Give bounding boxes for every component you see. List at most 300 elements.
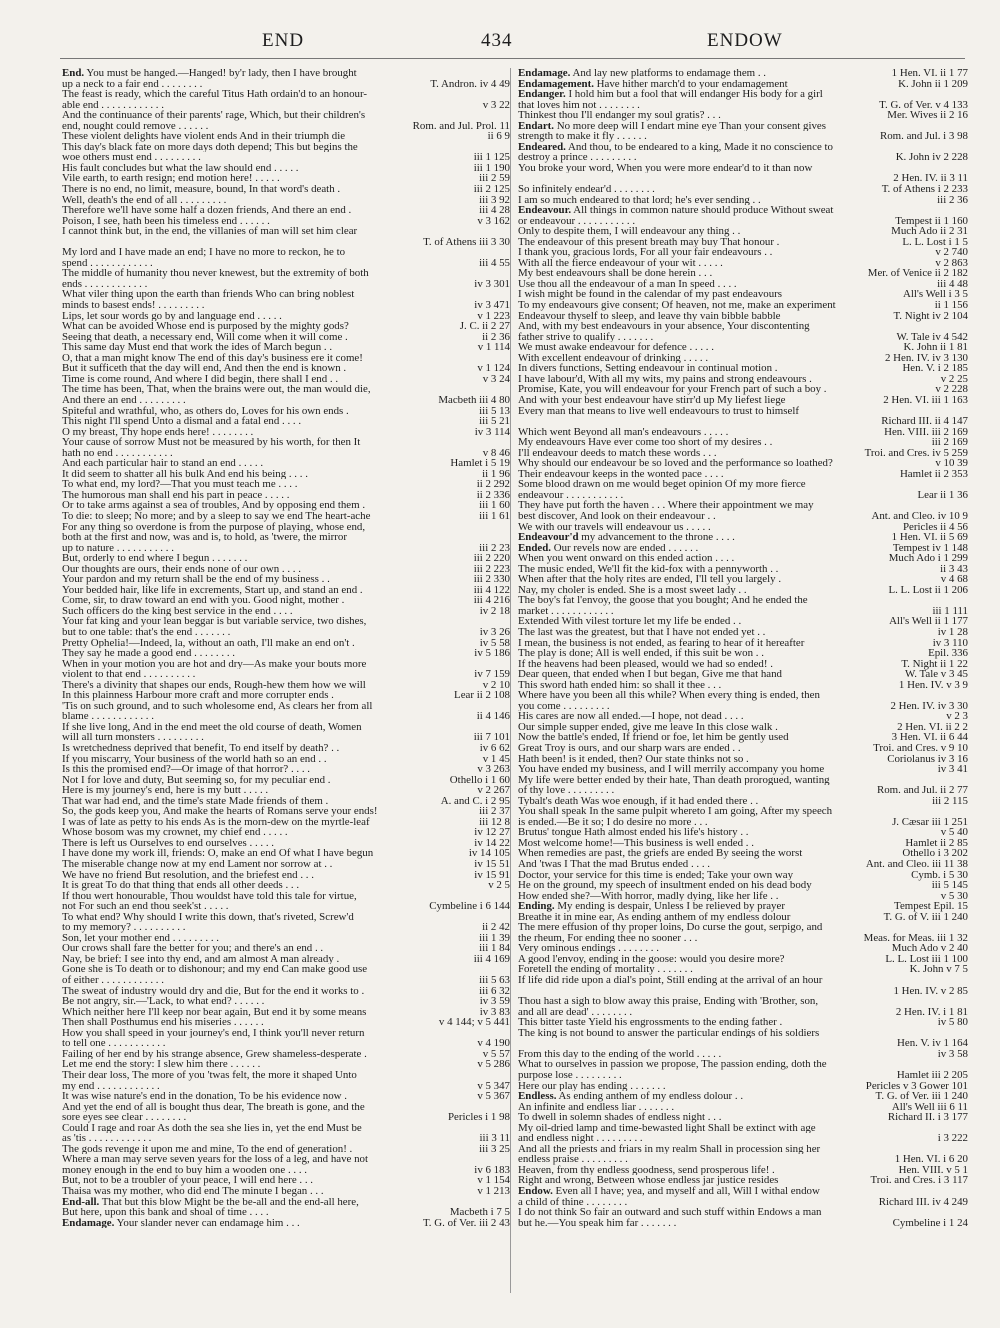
- reference: iii 1 61: [479, 509, 510, 522]
- quotation-line: [518, 1091, 968, 1102]
- quotation-text: Endart. No more deep will I endart mine eye Than your consent gives: [518, 120, 826, 132]
- quotation-text: Some blood drawn on me would beget opinion Of my more fierce: [518, 479, 806, 490]
- quotation-line: [518, 564, 968, 575]
- reference: v 5 347: [477, 1079, 510, 1092]
- quotation-text: I have labour'd, With all my wits, my pains and strong endeavours .: [518, 373, 812, 385]
- quotation-line: [518, 764, 968, 775]
- quotation-text: The sweat of industry would dry and die, But for the end it works to .: [62, 985, 365, 997]
- quotation-line: [62, 743, 510, 754]
- quotation-line: [62, 901, 510, 912]
- reference: T. G. of V. iii 1 240: [883, 910, 968, 923]
- quotation-line: [62, 406, 510, 417]
- headword: Endow.: [518, 1185, 553, 1197]
- quotation-text: a child of thine . . . . . . . .: [518, 1196, 628, 1208]
- quotation-text: I do not think So fair an outward and such stuff within Endows a man: [518, 1207, 822, 1218]
- quotation-line: [62, 659, 510, 670]
- quotation-line: [518, 490, 968, 501]
- quotation-text: hath no end . . . . . . . . . . .: [62, 447, 173, 459]
- reference: iii 5 145: [931, 879, 968, 892]
- quotation-text: money enough in the end to buy him a wooden one . . . .: [62, 1164, 307, 1176]
- quotation-text: There is no end, no limit, measure, bound, In that word's death .: [62, 184, 341, 195]
- quotation-text: Not I for love and duty, But seeming so, for my peculiar end .: [62, 774, 331, 786]
- quotation-text: I'll endeavour deeds to match these words . . .: [518, 447, 717, 459]
- quotation-line: [518, 627, 968, 638]
- reference: v 2 267: [477, 784, 510, 797]
- reference: v 5 57: [482, 1047, 510, 1060]
- quotation-line: [62, 1070, 510, 1081]
- quotation-line: [518, 1133, 968, 1144]
- quotation-text: O my breast, Thy hope ends here! . . . . . . . .: [62, 426, 254, 438]
- reference: L. L. Lost ii 1 206: [888, 583, 968, 596]
- quotation-text: Which neither here I'll keep nor bear again, But end it by some means: [62, 1006, 367, 1018]
- page-number: 434: [481, 30, 513, 51]
- quotation-text: to my memory? . . . . . . . . . .: [62, 922, 186, 933]
- quotation-text: It did seem to shatter all his bulk And end his being . . . .: [62, 468, 308, 480]
- quotation-text: And each particular hair to stand an end . . . . .: [62, 458, 264, 469]
- quotation-line: [518, 1007, 968, 1018]
- quotation-line: [518, 416, 968, 427]
- quotation-text: you come . . . . . . . . .: [518, 700, 610, 712]
- quotation-line: [518, 754, 968, 765]
- quotation-text: The boy's fat l'envoy, the goose that you bought; And he ended the: [518, 595, 808, 606]
- quotation-text: With excellent endeavour of drinking . . . . .: [518, 352, 709, 364]
- reference: v 2 25: [940, 372, 968, 385]
- quotation-text: violent to that end . . . . . . . . . .: [62, 669, 196, 680]
- quotation-line: [62, 933, 510, 944]
- quotation-text: Thaisa was my mother, who did end The minute I began . . .: [62, 1185, 324, 1197]
- reference: v 5 30: [940, 889, 968, 902]
- quotation-text: This same day Must end that work the ides of March begun . .: [62, 342, 333, 353]
- reference: Rom. and Jul. ii 2 77: [876, 784, 968, 797]
- reference: L. L. Lost i 1 5: [902, 235, 968, 248]
- left-column: [62, 68, 510, 1228]
- reference: T. Andron. iv 4 49: [430, 77, 510, 90]
- quotation-text: When you went onward on this ended action . . . .: [518, 553, 735, 564]
- quotation-text: sore eyes see clear . . . . . . . .: [62, 1112, 187, 1123]
- reference: T. of Athens i 2 233: [881, 183, 968, 196]
- quotation-line: [518, 975, 968, 986]
- quotation-text: Dear queen, that ended when I but began, Give me that hand: [518, 669, 783, 680]
- quotation-line: [62, 806, 510, 817]
- reference: iii 2 115: [932, 794, 968, 807]
- reference: iii 2 36: [937, 193, 968, 206]
- reference: 1 Hen. IV. v 3 9: [898, 678, 968, 691]
- quotation-line: [518, 195, 968, 206]
- quotation-text: Endow. Even all I have; yea, and myself and all, Will I withal endow: [518, 1185, 820, 1197]
- quotation-line: [62, 754, 510, 765]
- quotation-line: [62, 173, 510, 184]
- quotation-text: I thank you, gracious lords, For all your fair endeavours . .: [518, 247, 773, 258]
- reference: iv 3 114: [474, 425, 510, 438]
- reference: i 3 222: [937, 1132, 968, 1145]
- reference: Rom. and Jul. i 3 98: [879, 130, 968, 143]
- reference: Hamlet i 5 19: [450, 457, 510, 470]
- quotation-line: [518, 226, 968, 237]
- quotation-text: And yet the end of all is bought thus dear, The breath is gone, and the: [62, 1101, 365, 1113]
- reference: iii 6 32: [479, 984, 510, 997]
- quotation-text: My lord and I have made an end; I have no more to reckon, he to: [62, 247, 346, 258]
- quotation-text: Heaven, from thy endless goodness, send prosperous life! .: [518, 1164, 775, 1176]
- quotation-text: and endless night . . . . . . . . .: [518, 1133, 643, 1144]
- quotation-line: [62, 79, 510, 90]
- quotation-line: [62, 427, 510, 438]
- quotation-line: [518, 131, 968, 142]
- reference: ii 2 42: [482, 921, 510, 934]
- quotation-text: So infinitely endear'd . . . . . . . .: [518, 184, 655, 195]
- quotation-line: [518, 448, 968, 459]
- quotation-line: [62, 870, 510, 881]
- quotation-text: Endamage. Your slander never can endamage him . . .: [62, 1217, 300, 1229]
- reference: W. Tale iv 4 542: [896, 330, 968, 343]
- column-divider: [510, 68, 511, 1293]
- quotation-text: Right and wrong, Between whose endless jar justice resides: [518, 1175, 779, 1186]
- reference: Cymbeline i 6 144: [429, 900, 510, 913]
- quotation-line: [518, 374, 968, 385]
- reference: v 2 228: [935, 383, 968, 396]
- reference: iii 2 223: [473, 562, 510, 575]
- quotation-text: What can be avoided Whose end is purposed by the mighty gods?: [62, 321, 349, 332]
- reference: iii 4 216: [473, 594, 510, 607]
- reference: Lear ii 1 36: [917, 488, 968, 501]
- reference: iv 3 26: [479, 625, 510, 638]
- quotation-text: With all the fierce endeavour of your wit . . . . .: [518, 257, 723, 269]
- quotation-line: [62, 711, 510, 722]
- quotation-text: My endeavours Have ever come too short of my desires . .: [518, 437, 773, 448]
- quotation-line: [518, 817, 968, 828]
- quotation-line: [518, 300, 968, 311]
- quotation-text: End. You must be hanged.—Hanged! by'r lady, then I have brought: [62, 68, 357, 79]
- quotation-text: An infinite and endless liar . . . . . . .: [518, 1101, 675, 1113]
- reference: T. of Athens iii 3 30: [423, 235, 510, 248]
- quotation-line: [518, 247, 968, 258]
- quotation-line: [518, 395, 968, 406]
- quotation-line: [62, 237, 510, 248]
- quotation-text: Your bedded hair, like life in excrements, Start up, and stand an end .: [62, 584, 363, 596]
- reference: iv 12 27: [474, 826, 510, 839]
- reference: iii 4 28: [479, 204, 510, 217]
- quotation-text: If thou wert honourable, Thou wouldst have told this tale for virtue,: [62, 890, 357, 902]
- quotation-line: [62, 469, 510, 480]
- reference: iii 3 11: [479, 1132, 510, 1145]
- headword: Endamagement.: [518, 78, 594, 90]
- quotation-line: [518, 859, 968, 870]
- quotation-line: [62, 553, 510, 564]
- quotation-text: For any thing so overdone is from the purpose of playing, whose end,: [62, 521, 366, 533]
- reference: v 1 114: [477, 341, 510, 354]
- quotation-line: [62, 722, 510, 733]
- quotation-line: [62, 500, 510, 511]
- quotation-line: [62, 996, 510, 1007]
- reference: iv 14 22: [474, 836, 510, 849]
- quotation-text: Ended. Our revels now are ended . . . . . .: [518, 542, 699, 554]
- reference: ii 2 292: [476, 478, 510, 491]
- reference: Ant. and Cleo. iii 11 38: [865, 858, 968, 871]
- quotation-line: [62, 1028, 510, 1039]
- quotation-text: Why should our endeavour be so loved and the performance so loathed?: [518, 458, 833, 469]
- quotation-text: strength to make it fly . . . . . .: [518, 131, 647, 142]
- quotation-line: [62, 479, 510, 490]
- reference: iii 2 125: [473, 183, 510, 196]
- reference: Othello i 3 202: [902, 847, 968, 860]
- reference: v 10 39: [935, 457, 968, 470]
- quotation-text: Now the battle's ended, If friend or foe, let him be gently used: [518, 732, 789, 743]
- quotation-line: [62, 395, 510, 406]
- quotation-text: Lips, let sour words go by and language end . . . . .: [62, 310, 282, 322]
- quotation-line: [518, 184, 968, 195]
- quotation-text: But it sufficeth that the day will end, And then the end is known .: [62, 363, 347, 374]
- reference: Meas. for Meas. iii 1 32: [863, 931, 968, 944]
- reference: 3 Hen. VI. ii 6 44: [891, 731, 968, 744]
- quotation-text: market . . . . . . . . . . . .: [518, 605, 614, 617]
- header-right-word: ENDOW: [707, 30, 783, 51]
- quotation-line: [62, 68, 510, 79]
- quotation-text: Spiteful and wrathful, who, as others do, Loves for his own ends .: [62, 405, 349, 417]
- quotation-text: will all turn monsters . . . . . . . . .: [62, 732, 204, 743]
- quotation-line: [62, 353, 510, 364]
- reference: iii 2 220: [473, 552, 510, 565]
- quotation-text: Nay, my choler is ended. She is a most sweet lady . .: [518, 584, 747, 596]
- quotation-line: [62, 574, 510, 585]
- quotation-text: of thy love . . . . . . . . .: [518, 785, 615, 796]
- reference: K. John ii 1 209: [898, 77, 968, 90]
- quotation-line: [62, 838, 510, 849]
- reference: v 2 3: [946, 710, 968, 723]
- header-left-word: END: [262, 30, 305, 51]
- quotation-line: [62, 1049, 510, 1060]
- quotation-text: He on the ground, my speech of insultment ended on his dead body: [518, 880, 812, 891]
- quotation-text: up a neck to a fair end . . . . . . . .: [62, 78, 203, 90]
- quotation-line: [62, 437, 510, 448]
- reference: Hen. VIII. v 5 1: [898, 1163, 968, 1176]
- quotation-line: [62, 195, 510, 206]
- quotation-line: [518, 827, 968, 838]
- reference: Tempest ii 1 160: [895, 214, 968, 227]
- quotation-line: [518, 311, 968, 322]
- quotation-line: [62, 152, 510, 163]
- reference: v 3 162: [477, 214, 510, 227]
- reference: iii 2 23: [479, 541, 510, 554]
- quotation-line: [518, 363, 968, 374]
- quotation-line: [518, 880, 968, 891]
- reference: 1 Hen. VI. i 6 20: [894, 1153, 968, 1166]
- reference: v 2 863: [935, 256, 968, 269]
- quotation-line: [62, 880, 510, 891]
- quotation-text: The last was the greatest, but that I have not ended yet . .: [518, 626, 766, 638]
- quotation-text: to tell one . . . . . . . . . . .: [62, 1038, 166, 1049]
- quotation-text: Pretty Ophelia!—Indeed, la, without an oath, I'll make an end on't .: [62, 637, 355, 649]
- reference: iv 2 18: [479, 604, 510, 617]
- quotation-text: If she live long, And in the end meet the old course of death, Women: [62, 721, 362, 733]
- reference: iii 2 330: [473, 573, 510, 586]
- quotation-line: [62, 142, 510, 153]
- quotation-text: Foretell the ending of mortality . . . . . . .: [518, 964, 693, 976]
- reference: iii 5 13: [479, 404, 510, 417]
- quotation-text: We have no friend But resolution, and the briefest end . . .: [62, 869, 314, 881]
- quotation-line: [62, 543, 510, 554]
- reference: v 5 367: [477, 1090, 510, 1103]
- quotation-text: The endeavour of this present breath may buy That honour .: [518, 236, 780, 248]
- quotation-line: [518, 1123, 968, 1134]
- quotation-text: I was of late as petty to his ends As is the morn-dew on the myrtle-leaf: [62, 816, 370, 828]
- quotation-text: Promise, Kate, you will endeavour for your French part of such a boy .: [518, 384, 827, 395]
- reference: iv 5 186: [474, 647, 510, 660]
- reference: K. John v 7 5: [909, 963, 968, 976]
- quotation-line: [518, 79, 968, 90]
- reference: iii 1 60: [479, 499, 510, 512]
- quotation-text: but to one table: that's the end . . . . . . .: [62, 626, 231, 638]
- quotation-text: Thinkest thou I'll endanger my soul gratis? . . .: [518, 110, 721, 121]
- reference: iii 2 169: [931, 436, 968, 449]
- quotation-text: How you shall speed in your journey's end, I think you'll never return: [62, 1027, 365, 1039]
- reference: Rom. and Jul. Prol. 11: [412, 119, 510, 132]
- reference: iii 1 84: [479, 942, 510, 955]
- headword: Endeared.: [518, 141, 566, 153]
- headword: Endanger.: [518, 89, 566, 100]
- quotation-text: Endeavour thyself to sleep, and leave thy vain bibble babble: [518, 310, 781, 322]
- reference: ii 1 96: [482, 467, 510, 480]
- reference: ii 6 9: [487, 130, 510, 143]
- quotation-line: [62, 564, 510, 575]
- reference: T. Night iv 2 104: [893, 309, 968, 322]
- reference: v 5 286: [477, 1058, 510, 1071]
- quotation-text: The humorous man shall end his part in peace . . . . .: [62, 489, 290, 501]
- quotation-line: [518, 1175, 968, 1186]
- quotation-text: This day's black fate on more days doth depend; This but begins the: [62, 141, 358, 153]
- quotation-line: [62, 258, 510, 269]
- quotation-line: [62, 1081, 510, 1092]
- reference: Hen. VIII. iii 2 169: [884, 425, 968, 438]
- quotation-line: [62, 595, 510, 606]
- reference: iv 3 58: [937, 1047, 968, 1060]
- quotation-text: Extended With vilest torture let my life be ended . .: [518, 616, 742, 627]
- quotation-text: I mean, the business is not ended, as fearing to hear of it hereafter: [518, 637, 805, 649]
- quotation-line: [62, 100, 510, 111]
- quotation-text: Come, sir, to draw toward an end with you. Good night, mother .: [62, 595, 345, 606]
- reference: Pericles v 3 Gower 101: [865, 1079, 968, 1092]
- reference: Hen. V. i 2 185: [902, 362, 968, 375]
- quotation-line: [518, 110, 968, 121]
- reference: Othello i 1 60: [449, 773, 510, 786]
- quotation-text: The mere effusion of thy proper loins, Do curse the gout, serpigo, and: [518, 922, 823, 933]
- reference: iii 2 59: [479, 172, 510, 185]
- quotation-text: You have ended my business, and I will merrily accompany you home: [518, 764, 825, 775]
- reference: Much Ado ii 2 31: [891, 225, 968, 238]
- reference: T. G. of Ver. iii 1 240: [875, 1090, 968, 1103]
- quotation-line: [62, 321, 510, 332]
- quotation-line: [62, 342, 510, 353]
- quotation-line: [518, 659, 968, 670]
- quotation-text: up to nature . . . . . . . . . . .: [62, 542, 174, 554]
- quotation-text: In divers functions, Setting endeavour in continual motion .: [518, 363, 778, 374]
- quotation-text: This sword hath ended him: so shall it thee . . .: [518, 679, 722, 691]
- quotation-line: [518, 680, 968, 691]
- quotation-line: [518, 912, 968, 923]
- reference: Much Ado v 2 40: [891, 942, 968, 955]
- quotation-line: [62, 448, 510, 459]
- quotation-line: [62, 669, 510, 680]
- reference: v 1 45: [482, 752, 510, 765]
- quotation-text: Whose bosom was my crownet, my chief end . . . . .: [62, 827, 288, 838]
- reference: Pericles ii 4 56: [902, 520, 968, 533]
- reference: v 1 154: [477, 1174, 510, 1187]
- reference: Hamlet ii 2 85: [905, 836, 968, 849]
- reference: iii 7 101: [473, 731, 510, 744]
- quotation-text: as 'tis . . . . . . . . . . . .: [62, 1133, 152, 1144]
- quotation-text: Vile earth, to earth resign; end motion here! . . . . .: [62, 173, 280, 185]
- reference: iii 5 63: [479, 974, 510, 987]
- quotation-text: The music ended, We'll fit the kid-fox with a pennyworth . .: [518, 563, 779, 575]
- quotation-text: They say he made a good end . . . . . . . .: [62, 648, 235, 659]
- quotation-line: [62, 131, 510, 142]
- quotation-text: But here, upon this bank and shoal of time . . . .: [62, 1207, 269, 1218]
- quotation-line: [62, 1175, 510, 1186]
- quotation-line: [518, 638, 968, 649]
- reference: Troi. and Cres. i 3 117: [870, 1174, 968, 1187]
- quotation-line: [518, 838, 968, 849]
- quotation-text: Breathe it in mine ear, As ending anthem of my endless dolour: [518, 911, 791, 923]
- quotation-text: the rheum, For ending thee no sooner . . .: [518, 932, 698, 944]
- quotation-text: What viler thing upon the earth than friends Who can bring noblest: [62, 289, 355, 301]
- reference: v 2 10: [482, 678, 510, 691]
- reference: Richard III. ii 4 147: [881, 415, 968, 428]
- quotation-line: [518, 353, 968, 364]
- reference: 1 Hen. IV. v 2 85: [893, 984, 968, 997]
- reference: iv 3 83: [479, 1005, 510, 1018]
- quotation-text: Well, death's the end of all . . . . . . . . .: [62, 194, 227, 206]
- reference: Epil. 336: [928, 647, 968, 660]
- quotation-line: [62, 732, 510, 743]
- quotation-text: What to ourselves in passion we propose, The passion ending, doth the: [518, 1059, 827, 1070]
- reference: 2 Hen. IV. ii 3 11: [893, 172, 968, 185]
- reference: All's Well iii 6 11: [891, 1100, 968, 1113]
- quotation-line: [62, 268, 510, 279]
- quotation-text: Our crows shall fare the better for you; and there's an end . .: [62, 943, 324, 954]
- quotation-text: And 'twas I That the mad Brutus ended . . . .: [518, 859, 711, 870]
- quotation-line: [62, 585, 510, 596]
- quotation-text: Tybalt's death Was woe enough, if it had ended there . .: [518, 795, 759, 807]
- quotation-text: We must awake endeavour for defence . . . . .: [518, 342, 714, 353]
- quotation-text: This night I'll spend Unto a dismal and a fatal end . . . .: [62, 416, 302, 427]
- quotation-text: Such officers do the king best service in the end . . . .: [62, 605, 293, 617]
- quotation-text: Endamagement. Have hither march'd to your endamagement: [518, 78, 788, 90]
- quotation-line: [518, 595, 968, 606]
- reference: iv 3 471: [474, 299, 510, 312]
- quotation-text: If you miscarry, Your business of the world hath so an end . .: [62, 753, 327, 765]
- quotation-text: Let me end the story: I slew him there . . . . . .: [62, 1059, 261, 1070]
- quotation-line: [62, 1165, 510, 1176]
- reference: L. L. Lost iii 1 100: [885, 952, 968, 965]
- reference: iv 3 59: [479, 995, 510, 1008]
- reference: T. G. of Ver. iii 2 43: [422, 1216, 510, 1229]
- reference: Ant. and Cleo. iv 10 9: [871, 509, 968, 522]
- reference: ii 2 336: [476, 488, 510, 501]
- reference: v 8 46: [482, 446, 510, 459]
- quotation-line: [62, 701, 510, 712]
- quotation-text: These violent delights have violent ends And in their triumph die: [62, 131, 346, 142]
- headword: Endeavour.: [518, 205, 572, 216]
- quotation-text: And there an end . . . . . . . . .: [62, 394, 186, 406]
- quotation-text: The miserable change now at my end Lament nor sorrow at . .: [62, 859, 333, 870]
- quotation-line: [518, 1017, 968, 1028]
- quotation-line: [518, 1049, 968, 1060]
- reference: v 1 223: [477, 309, 510, 322]
- quotation-text: That war had end, and the time's state Made friends of them .: [62, 795, 329, 807]
- quotation-line: [62, 1133, 510, 1144]
- reference: Lear ii 2 108: [454, 689, 510, 702]
- reference: v 3 24: [482, 372, 510, 385]
- quotation-line: [518, 68, 968, 79]
- reference: Macbeth i 7 5: [449, 1206, 510, 1219]
